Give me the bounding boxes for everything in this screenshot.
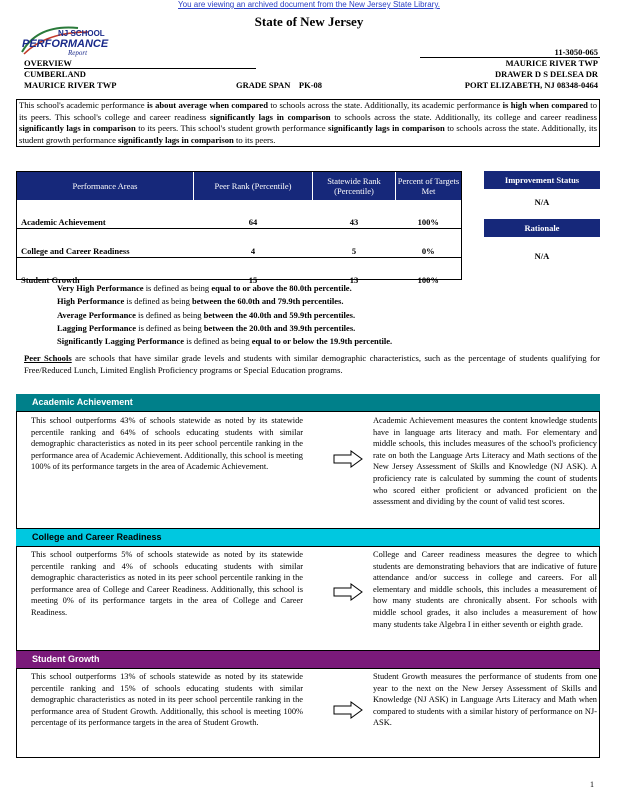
- col-peer-rank: Peer Rank (Percentile): [194, 172, 313, 200]
- state-title: State of New Jersey: [254, 14, 364, 29]
- academic-achievement-summary: This school outperforms 43% of schools statewide as noted by its statewide percentile ranking and 64% of schools educating students with similar demographic characteristics as noted in its peer school percentile ranking in the performance area of Academic Achievement. Additionally, this school is meeting 100% of its performance targets in the area of Academic Achievement.: [31, 416, 303, 472]
- arrow-right-icon: [333, 583, 363, 601]
- address-line-2: PORT ELIZABETH, NJ 08348-0464: [464, 80, 598, 90]
- page-number: 1: [590, 780, 594, 789]
- definition-item: Lagging Performance is defined as being between the 20.0th and 39.9th percentiles.: [57, 322, 356, 333]
- performance-definitions: [57, 282, 392, 348]
- row-peer-rank: 64: [194, 200, 313, 229]
- logo-graphic: [18, 22, 118, 58]
- nj-school-performance-logo: [18, 22, 118, 58]
- student-growth-summary: This school outperforms 13% of schools statewide as noted by its statewide percentile ranking and 15% of schools educating students with similar demographic characteristics as noted in its peer school percentile ranking in the performance area of Student Growth. Additionally, this school is meeting 100% percentage of its performance targets in the area of Student Growth.: [31, 672, 303, 728]
- definition-item: Very High Performance is defined as being equal to or above the 80.0th percentile.: [57, 283, 352, 293]
- peer-schools-term: Peer Schools: [24, 353, 72, 363]
- grade-span: [236, 80, 322, 91]
- section-student-growth: [16, 668, 600, 758]
- improvement-status-value: N/A: [534, 197, 550, 207]
- rationale-value: N/A: [534, 251, 550, 261]
- grade-span-value: PK-08: [298, 80, 323, 90]
- logo-sub-text: Report: [68, 49, 88, 57]
- student-growth-description: Student Growth measures the performance of students from one year to the next on the New Jersey Assessment of Skills and Knowledge (NJ ASK) in Language Arts Literacy and Math when compared to students with a similar history of performance on NJ-ASK.: [373, 672, 597, 728]
- row-targets-met: 100%: [396, 200, 462, 229]
- col-performance-areas: Performance Areas: [17, 172, 194, 200]
- school-name: MAURICE RIVER TWP: [505, 58, 598, 68]
- overview-underline: [24, 68, 256, 69]
- college-career-description: College and Career readiness measures the degree to which students are demonstrating behaviors that are indicative of future attendance and/or success in college and careers. For all elementary and middle schools, this includes a measurement of how many students are chronically absent. For schools with middle school grades, it also includes a measurement of how many students take Algebra I in either seventh or eighth grade.: [373, 550, 597, 629]
- row-area: Academic Achievement: [17, 200, 194, 229]
- logo-top-text: NJ SCHOOL: [58, 29, 105, 38]
- logo-main-text: PERFORMANCE: [22, 38, 109, 50]
- row-state-rank: 43: [313, 200, 396, 229]
- arrow-right-icon: [333, 450, 363, 468]
- grade-span-label: GRADE SPAN: [236, 80, 291, 90]
- performance-table: [16, 171, 462, 285]
- row-targets-met: 100%: [417, 275, 439, 285]
- row-state-rank: 13: [349, 275, 359, 285]
- code-underline: [420, 57, 600, 58]
- table-row: [17, 229, 461, 258]
- section-college-career-readiness: [16, 546, 600, 651]
- row-state-rank: 5: [313, 229, 396, 258]
- section-header-college-career-readiness: College and Career Readiness: [16, 529, 600, 546]
- definition-item: Average Performance is defined as being between the 40.0th and 59.9th percentiles.: [57, 309, 356, 320]
- col-statewide-rank: Statewide Rank (Percentile): [313, 172, 396, 200]
- academic-achievement-description: Academic Achievement measures the content knowledge students have in language arts literacy and math. For elementary and middle schools, this includes measures of the school's proficiency rate on both the Language Arts Literacy and Math sections of the New Jersey Assessment of Skills and Knowledge (NJ ASK). A proficiency rate is calculated by summing the count of students who scored either proficient or advanced proficient on the assessment and dividing by the count of valid test scores.: [373, 416, 597, 507]
- college-career-summary: This school outperforms 5% of schools statewide as noted by its statewide percentile ranking and 4% of schools educating students with similar demographic characteristics as noted in its peer school percentile ranking in the performance area of College and Career Readiness. Additionally, this school is meeting 0% of its performance targets in the area of College and Career Readiness.: [31, 550, 303, 617]
- row-area: College and Career Readiness: [17, 229, 194, 258]
- school-code: 11-3050-065: [554, 47, 598, 57]
- row-peer-rank: 15: [248, 275, 258, 285]
- address-line-1: DRAWER D S DELSEA DR: [495, 69, 598, 79]
- overview-label: OVERVIEW: [24, 58, 72, 68]
- archive-banner-link[interactable]: You are viewing an archived document from the New Jersey State Library.: [178, 0, 440, 9]
- col-targets-met: Percent of Targets Met: [396, 172, 462, 200]
- improvement-status-header: Improvement Status: [484, 171, 600, 189]
- peer-schools-paragraph: Peer Schools are schools that have similar grade levels and students with similar demographic characteristics, such as the percentage of students qualifying for Free/Reduced Lunch, Limited English Proficiency programs or Special Education programs.: [24, 353, 600, 375]
- table-row: [17, 200, 461, 229]
- rationale-header: Rationale: [484, 219, 600, 237]
- performance-summary: This school's academic performance is about average when compared to schools across the state. Additionally, its academic performance is high when compared to its peers. This school's college and career readiness significantly lags in comparison to schools across the state. Additionally, its college and career readiness significantly lags in comparison to its peers. This school's student growth performance significantly lags in comparison to schools across the state. Additionally, its student growth performance significantly lags in comparison to its peers.: [16, 99, 600, 147]
- left-header: [24, 58, 116, 91]
- right-header: [465, 47, 598, 91]
- row-targets-met: 0%: [396, 229, 462, 258]
- section-academic-achievement: [16, 411, 600, 529]
- row-area: Student Growth: [21, 275, 80, 285]
- definition-item: Significantly Lagging Performance is defined as being equal to or below the 19.9th percentile.: [57, 336, 393, 347]
- section-header-student-growth: Student Growth: [16, 651, 600, 668]
- row-peer-rank: 4: [194, 229, 313, 258]
- district-name: MAURICE RIVER TWP: [24, 80, 117, 90]
- definition-item: High Performance is defined as being between the 60.0th and 79.9th percentiles.: [57, 296, 344, 307]
- section-header-academic-achievement: Academic Achievement: [16, 394, 600, 411]
- arrow-right-icon: [333, 701, 363, 719]
- county-name: CUMBERLAND: [24, 69, 86, 79]
